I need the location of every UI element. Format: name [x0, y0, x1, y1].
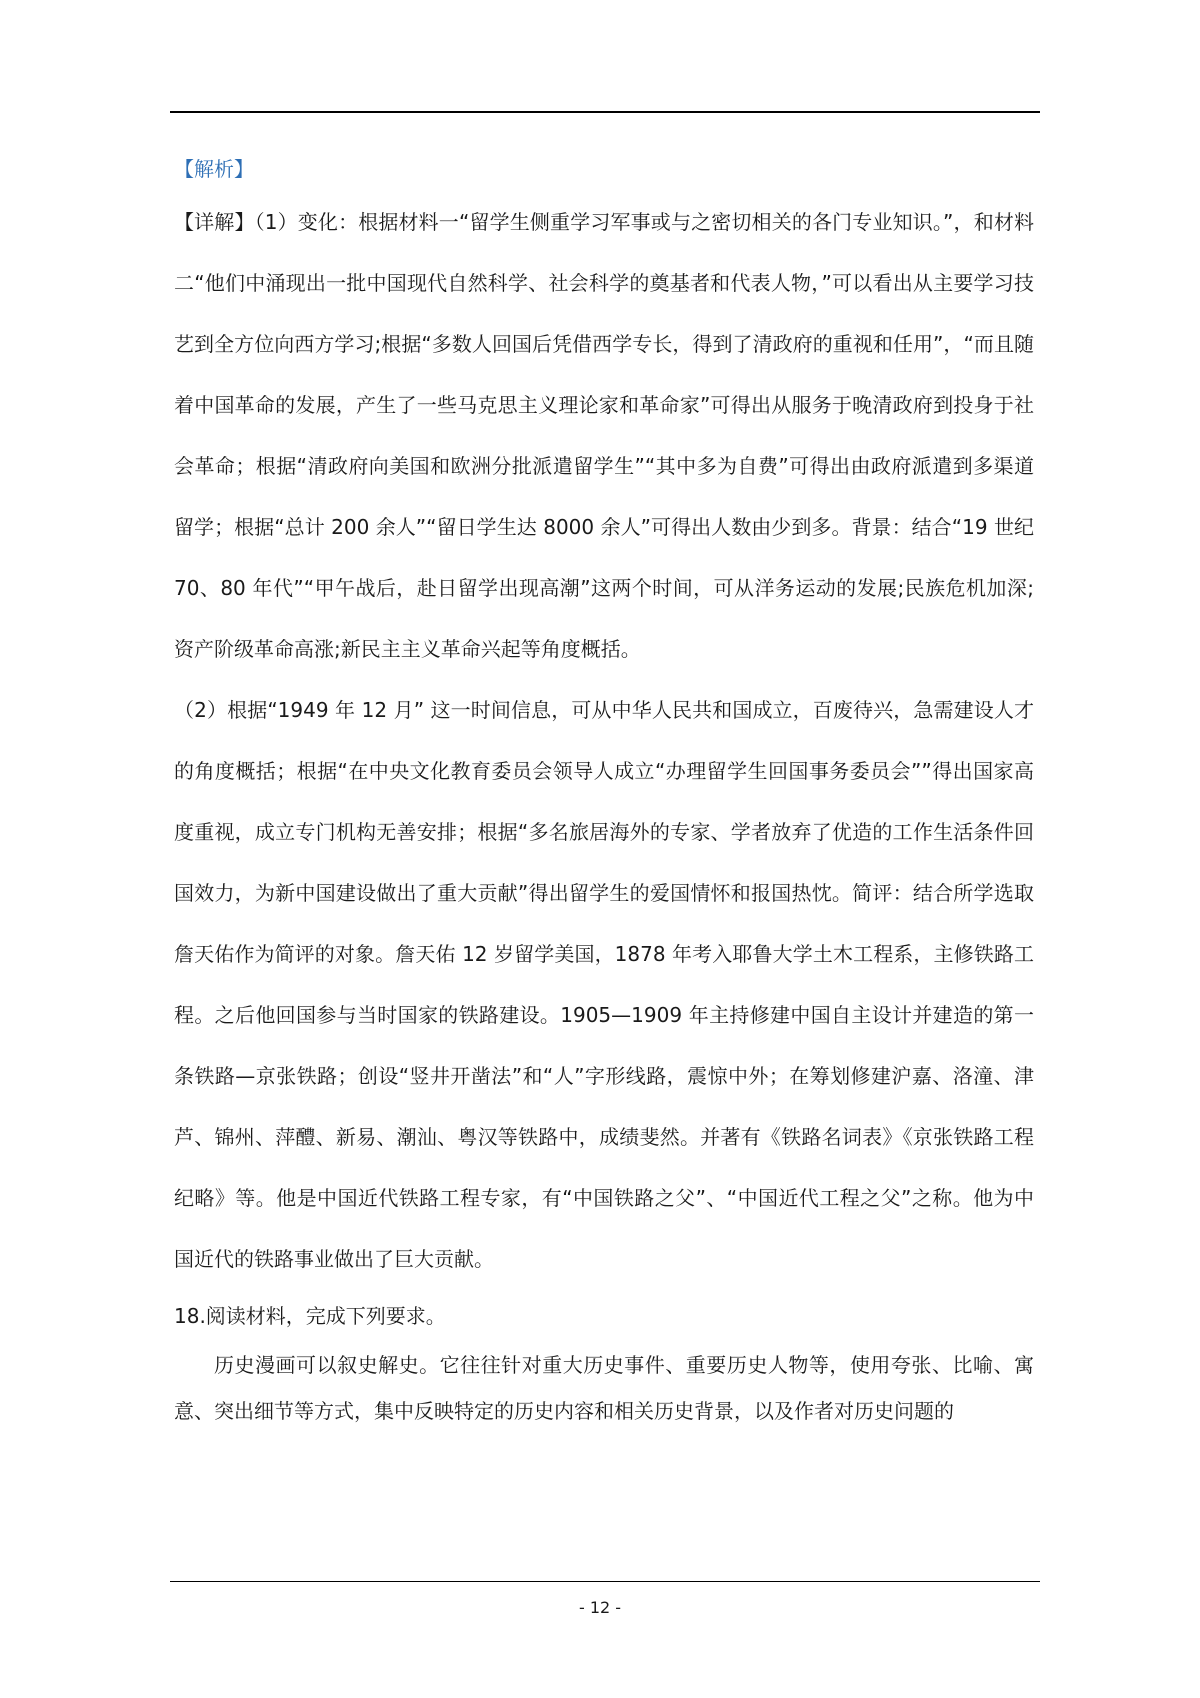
- analysis-detail-part1: 【详解】（1）变化：根据材料一“留学生侧重学习军事或与之密切相关的各门专业知识。”，和材料二“他们中涌现出一批中国现代自然科学、社会科学的奠基者和代表人物，”可以看出从主要学习技艺到全方位向西方学习;根据“多数人回国后凭借西学专长，得到了清政府的重视和任用”，“而且随着中国革命的发展，产生了一些马克思主义理论家和革命家”可得出从服务于晚清政府到投身于社会革命；根据“清政府向美国和欧洲分批派遣留学生”“其中多为自费”可得出由政府派遣到多渠道留学；根据“总计 200 余人”“留日学生达 8000 余人”可得出人数由少到多。背景：结合“19 世纪 70、80 年代”“甲午战后，赴日留学出现高潮”这两个时间，可从洋务运动的发展;民族危机加深;资产阶级革命高涨;新民主主义革命兴起等角度概括。: [174, 210, 1034, 661]
- footer-rule: [170, 1581, 1040, 1582]
- page-content: [174, 146, 1034, 1434]
- question-18-material: 历史漫画可以叙史解史。它往往针对重大历史事件、重要历史人物等，使用夸张、比喻、寓意、突出细节等方式，集中反映特定的历史内容和相关历史背景，以及作者对历史问题的: [174, 1353, 1034, 1423]
- analysis-heading: 【解析】: [174, 157, 254, 181]
- header-rule: [170, 111, 1040, 113]
- analysis-detail-part2: （2）根据“1949 年 12 月” 这一时间信息，可从中华人民共和国成立，百废待兴，急需建设人才的角度概括；根据“在中央文化教育委员会领导人成立“办理留学生回国事务委员会””得出国家高度重视，成立专门机构无善安排；根据“多名旅居海外的专家、学者放弃了优造的工作生活条件回国效力，为新中国建设做出了重大贡献”得出留学生的爱国情怀和报国热忱。简评：结合所学选取詹天佑作为简评的对象。詹天佑 12 岁留学美国，1878 年考入耶鲁大学土木工程系，主修铁路工程。之后他回国参与当时国家的铁路建设。1905—1909 年主持修建中国自主设计并建造的第一条铁路—京张铁路；创设“竖井开凿法”和“人”字形线路，震惊中外；在筹划修建沪嘉、洛潼、津芦、锦州、萍醴、新易、潮汕、粤汉等铁路中，成绩斐然。并著有《铁路名词表》《京张铁路工程纪略》等。他是中国近代铁路工程专家，有“中国铁路之父”、“中国近代工程之父”之称。他为中国近代的铁路事业做出了巨大贡献。: [174, 698, 1034, 1271]
- question-18-title: 18.阅读材料，完成下列要求。: [174, 1304, 446, 1328]
- page-number: - 12 -: [578, 1598, 622, 1617]
